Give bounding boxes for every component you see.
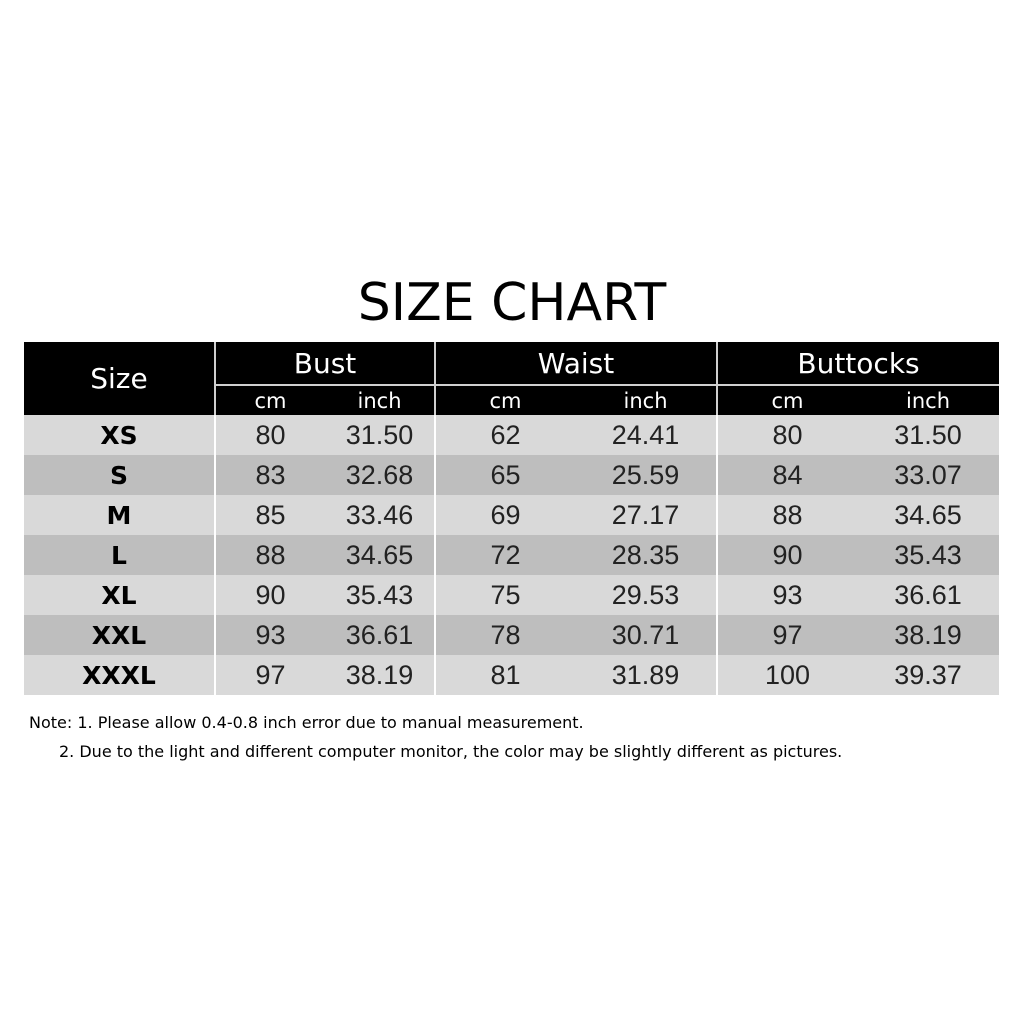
buttocks-inch-cell: 35.43 — [857, 535, 999, 575]
page-title: SIZE CHART — [357, 273, 667, 333]
waist-inch-cell: 31.89 — [575, 655, 717, 695]
waist-inch-cell: 30.71 — [575, 615, 717, 655]
bust-cm-cell: 97 — [215, 655, 325, 695]
bust-inch-cell: 34.65 — [325, 535, 435, 575]
bust-cm-cell: 90 — [215, 575, 325, 615]
waist-cm-cell: 78 — [435, 615, 575, 655]
size-cell: XXXL — [24, 655, 215, 695]
buttocks-cm-cell: 90 — [717, 535, 857, 575]
buttocks-inch-cell: 34.65 — [857, 495, 999, 535]
waist-inch-cell: 24.41 — [575, 415, 717, 455]
table-row — [24, 455, 999, 495]
header-waist: Waist — [435, 342, 717, 385]
table-row — [24, 615, 999, 655]
size-cell: S — [24, 455, 215, 495]
size-cell: L — [24, 535, 215, 575]
waist-cm-cell: 81 — [435, 655, 575, 695]
waist-cm-cell: 65 — [435, 455, 575, 495]
buttocks-cm-cell: 93 — [717, 575, 857, 615]
waist-cm-cell: 62 — [435, 415, 575, 455]
table-row — [24, 655, 999, 695]
size-cell: XS — [24, 415, 215, 455]
waist-inch-cell: 29.53 — [575, 575, 717, 615]
buttocks-inch-cell: 39.37 — [857, 655, 999, 695]
bust-inch-cell: 32.68 — [325, 455, 435, 495]
table-row — [24, 495, 999, 535]
header-bust: Bust — [215, 342, 435, 385]
size-cell: M — [24, 495, 215, 535]
waist-cm-cell: 69 — [435, 495, 575, 535]
header-row-groups — [24, 342, 999, 385]
header-bust-cm: cm — [215, 385, 325, 415]
bust-cm-cell: 88 — [215, 535, 325, 575]
bust-cm-cell: 83 — [215, 455, 325, 495]
table-row — [24, 575, 999, 615]
header-size: Size — [24, 342, 215, 415]
waist-inch-cell: 27.17 — [575, 495, 717, 535]
bust-inch-cell: 35.43 — [325, 575, 435, 615]
waist-cm-cell: 75 — [435, 575, 575, 615]
buttocks-cm-cell: 80 — [717, 415, 857, 455]
table-row — [24, 535, 999, 575]
buttocks-inch-cell: 36.61 — [857, 575, 999, 615]
note-line-2: 2. Due to the light and different computer monitor, the color may be slightly different as pictures. — [59, 742, 843, 761]
buttocks-cm-cell: 97 — [717, 615, 857, 655]
buttocks-inch-cell: 38.19 — [857, 615, 999, 655]
bust-inch-cell: 33.46 — [325, 495, 435, 535]
waist-inch-cell: 28.35 — [575, 535, 717, 575]
buttocks-cm-cell: 84 — [717, 455, 857, 495]
size-chart-table — [24, 342, 999, 695]
waist-inch-cell: 25.59 — [575, 455, 717, 495]
header-waist-cm: cm — [435, 385, 575, 415]
buttocks-cm-cell: 100 — [717, 655, 857, 695]
bust-cm-cell: 80 — [215, 415, 325, 455]
size-cell: XXL — [24, 615, 215, 655]
header-bust-inch: inch — [325, 385, 435, 415]
buttocks-cm-cell: 88 — [717, 495, 857, 535]
header-buttocks-cm: cm — [717, 385, 857, 415]
size-cell: XL — [24, 575, 215, 615]
buttocks-inch-cell: 31.50 — [857, 415, 999, 455]
bust-inch-cell: 36.61 — [325, 615, 435, 655]
bust-cm-cell: 93 — [215, 615, 325, 655]
header-buttocks: Buttocks — [717, 342, 999, 385]
notes — [29, 708, 1009, 766]
header-waist-inch: inch — [575, 385, 717, 415]
waist-cm-cell: 72 — [435, 535, 575, 575]
buttocks-inch-cell: 33.07 — [857, 455, 999, 495]
bust-cm-cell: 85 — [215, 495, 325, 535]
table-row — [24, 415, 999, 455]
header-buttocks-inch: inch — [857, 385, 999, 415]
note-line-1: Note: 1. Please allow 0.4-0.8 inch error due to manual measurement. — [29, 713, 584, 732]
bust-inch-cell: 38.19 — [325, 655, 435, 695]
bust-inch-cell: 31.50 — [325, 415, 435, 455]
